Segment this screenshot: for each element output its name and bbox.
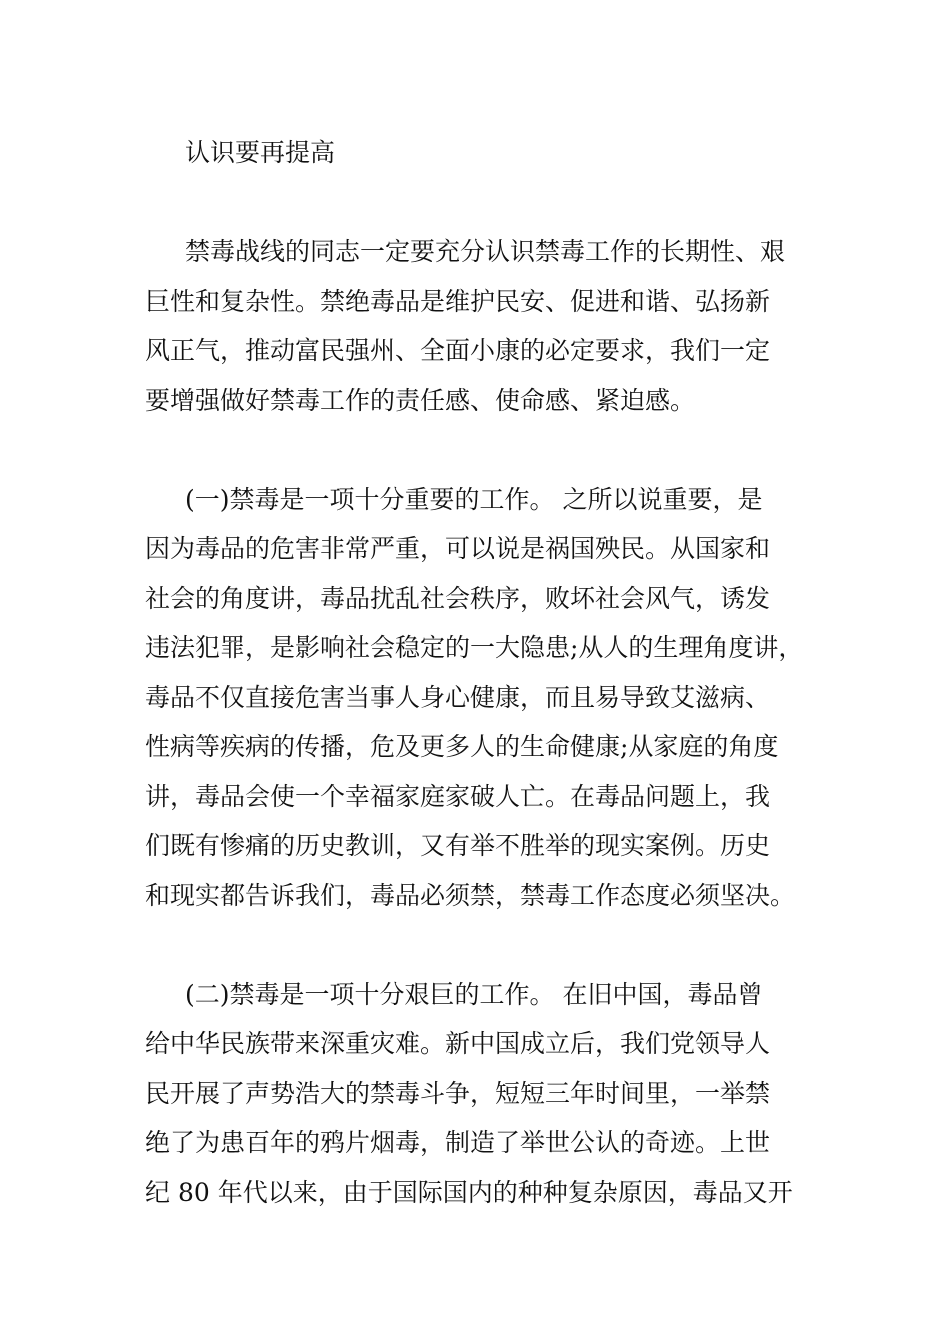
paragraph-3 [145, 970, 825, 1218]
paragraph-gap [145, 425, 825, 475]
paragraph-line: 给中华民族带来深重灾难。新中国成立后，我们党领导人 [145, 1029, 771, 1058]
paragraph-line: 民开展了声势浩大的禁毒斗争，短短三年时间里，一举禁 [145, 1078, 771, 1108]
document-body [145, 128, 825, 1217]
paragraph-line: 讲，毒品会使一个幸福家庭家破人亡。在毒品问题上，我 [145, 781, 771, 811]
paragraph-gap [145, 920, 825, 970]
paragraph-line: 纪 80 年代以来，由于国际国内的种种复杂原因，毒品又开 [145, 1177, 793, 1207]
paragraph-line: 绝了为患百年的鸦片烟毒，制造了举世公认的奇迹。上世 [145, 1128, 771, 1157]
paragraph-line: 和现实都告诉我们，毒品必须禁，禁毒工作态度必须坚决。 [145, 880, 796, 910]
paragraph-line: 巨性和复杂性。禁绝毒品是维护民安、促进和谐、弘扬新 [145, 286, 771, 316]
paragraph-gap [145, 178, 825, 228]
paragraph-line: 风正气，推动富民强州、全面小康的必定要求，我们一定 [145, 336, 771, 365]
paragraph-line: 禁毒战线的同志一定要充分认识禁毒工作的长期性、艰 [185, 237, 786, 266]
paragraph-line: 毒品不仅直接危害当事人身心健康，而且易导致艾滋病、 [145, 682, 771, 712]
paragraph-line: 要增强做好禁毒工作的责任感、使命感、紧迫感。 [145, 385, 696, 415]
paragraph-line: 因为毒品的危害非常严重，可以说是祸国殃民。从国家和 [145, 534, 771, 563]
paragraph-line: 社会的角度讲，毒品扰乱社会秩序，败坏社会风气，诱发 [145, 583, 771, 613]
paragraph-2 [145, 475, 825, 921]
section-heading: 认识要再提高 [185, 138, 336, 167]
paragraph-line: 们既有惨痛的历史教训，又有举不胜举的现实案例。历史 [145, 831, 771, 860]
paragraph-line: 违法犯罪，是影响社会稳定的一大隐患;从人的生理角度讲， [145, 633, 804, 662]
paragraph-line: (一)禁毒是一项十分重要的工作。 之所以说重要，是 [185, 484, 763, 514]
paragraph-line: 性病等疾病的传播，危及更多人的生命健康;从家庭的角度 [145, 732, 779, 761]
paragraph-line: (二)禁毒是一项十分艰巨的工作。 在旧中国，毒品曾 [185, 979, 763, 1009]
paragraph-1 [145, 227, 825, 425]
